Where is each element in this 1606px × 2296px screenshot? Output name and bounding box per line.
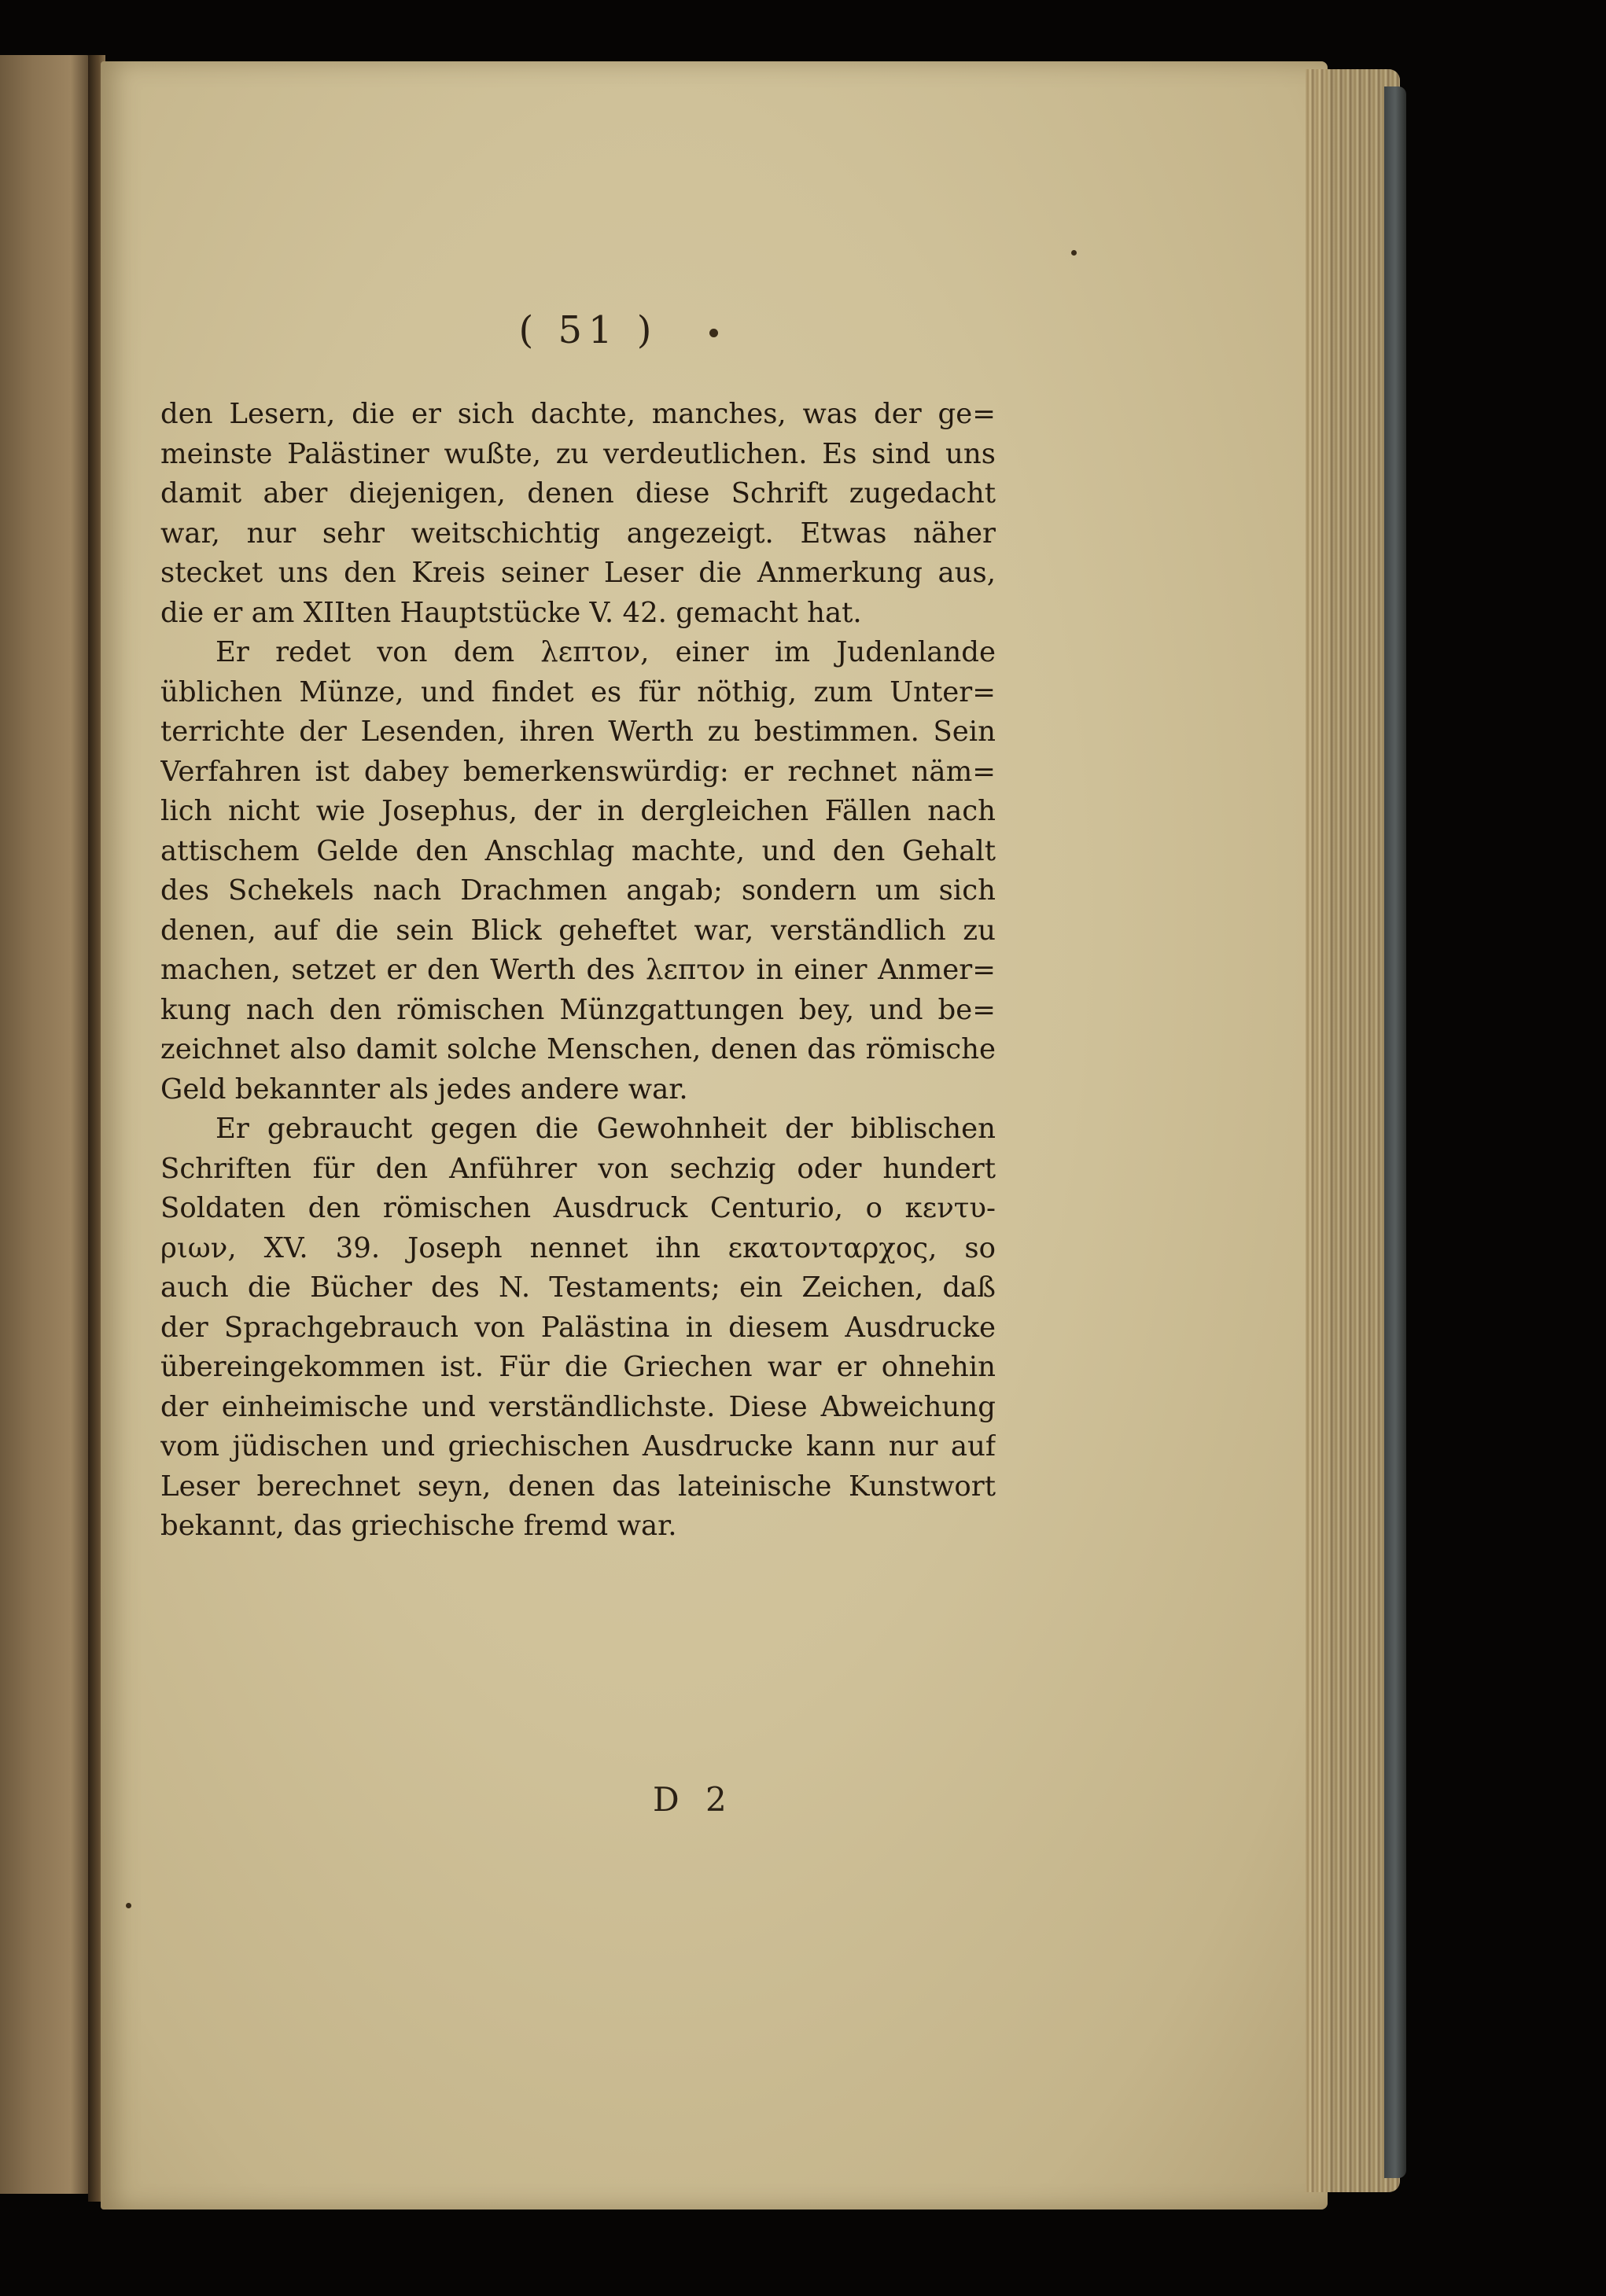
text-line: des Schekels nach Drachmen angab; sondern um sich (160, 874, 996, 907)
text-line: terrichte der Lesenden, ihren Werth zu bestimmen. Sein (160, 716, 996, 748)
body-text (160, 395, 996, 1547)
text-line: vom jüdischen und griechischen Ausdrucke kann nur auf (160, 1430, 996, 1463)
text-line: lich nicht wie Josephus, der in dergleichen Fällen nach (160, 795, 996, 827)
text-line: den Lesern, die er sich dachte, manches, was der ge= (160, 398, 996, 430)
paper-speck (126, 1903, 131, 1908)
text-line: die er am XIIten Hauptstücke V. 42. gemacht hat. (160, 596, 862, 629)
text-line: damit aber diejenigen, denen diese Schrift zugedacht (160, 477, 996, 510)
book-cover-edge (1384, 86, 1406, 2178)
facing-page-edge (0, 55, 94, 2194)
page-number-header: ( 51 ) (518, 308, 658, 352)
paper-speck (1071, 250, 1077, 256)
text-line: kung nach den römischen Münzgattungen bey, und be= (160, 993, 996, 1026)
text-line: denen, auf die sein Blick geheftet war, verständlich zu (160, 914, 996, 947)
text-line: übereingekommen ist. Für die Griechen war er ohnehin (160, 1351, 996, 1383)
text-line: Verfahren ist dabey bemerkenswürdig: er rechnet näm= (160, 755, 996, 788)
text-line: bekannt, das griechische fremd war. (160, 1510, 677, 1542)
text-line: Schriften für den Anführer von sechzig oder hundert (160, 1152, 996, 1185)
text-line: der einheimische und verständlichste. Diese Abweichung (160, 1390, 996, 1423)
text-line: Er gebraucht gegen die Gewohnheit der biblischen (215, 1113, 996, 1145)
paper-speck (709, 329, 718, 337)
text-line: üblichen Münze, und findet es für nöthig, zum Unter= (160, 675, 996, 708)
signature-mark: D 2 (653, 1780, 735, 1819)
text-line: Geld bekannter als jedes andere war. (160, 1073, 688, 1106)
text-line: meinste Palästiner wußte, zu verdeutlichen. Es sind uns (160, 437, 996, 470)
text-line: machen, setzet er den Werth des λεπτον in einer Anmer= (160, 954, 996, 986)
text-line: Er redet von dem λεπτον, einer im Judenlande (215, 636, 996, 668)
text-line: ριων, XV. 39. Joseph nennet ihn εκατονταρχος, so (160, 1231, 996, 1264)
text-line: auch die Bücher des N. Testaments; ein Zeichen, daß (160, 1271, 996, 1304)
text-line: Leser berechnet seyn, denen das lateinische Kunstwort (160, 1470, 996, 1503)
text-line: stecket uns den Kreis seiner Leser die Anmerkung aus, (160, 557, 996, 589)
text-line: attischem Gelde den Anschlag machte, und den Gehalt (160, 834, 996, 867)
text-line: Soldaten den römischen Ausdruck Centurio, ο κεντυ- (160, 1192, 996, 1224)
text-line: zeichnet also damit solche Menschen, denen das römische (160, 1033, 996, 1065)
text-line: war, nur sehr weitschichtig angezeigt. Etwas näher (160, 517, 996, 550)
text-line: der Sprachgebrauch von Palästina in diesem Ausdrucke (160, 1311, 996, 1344)
